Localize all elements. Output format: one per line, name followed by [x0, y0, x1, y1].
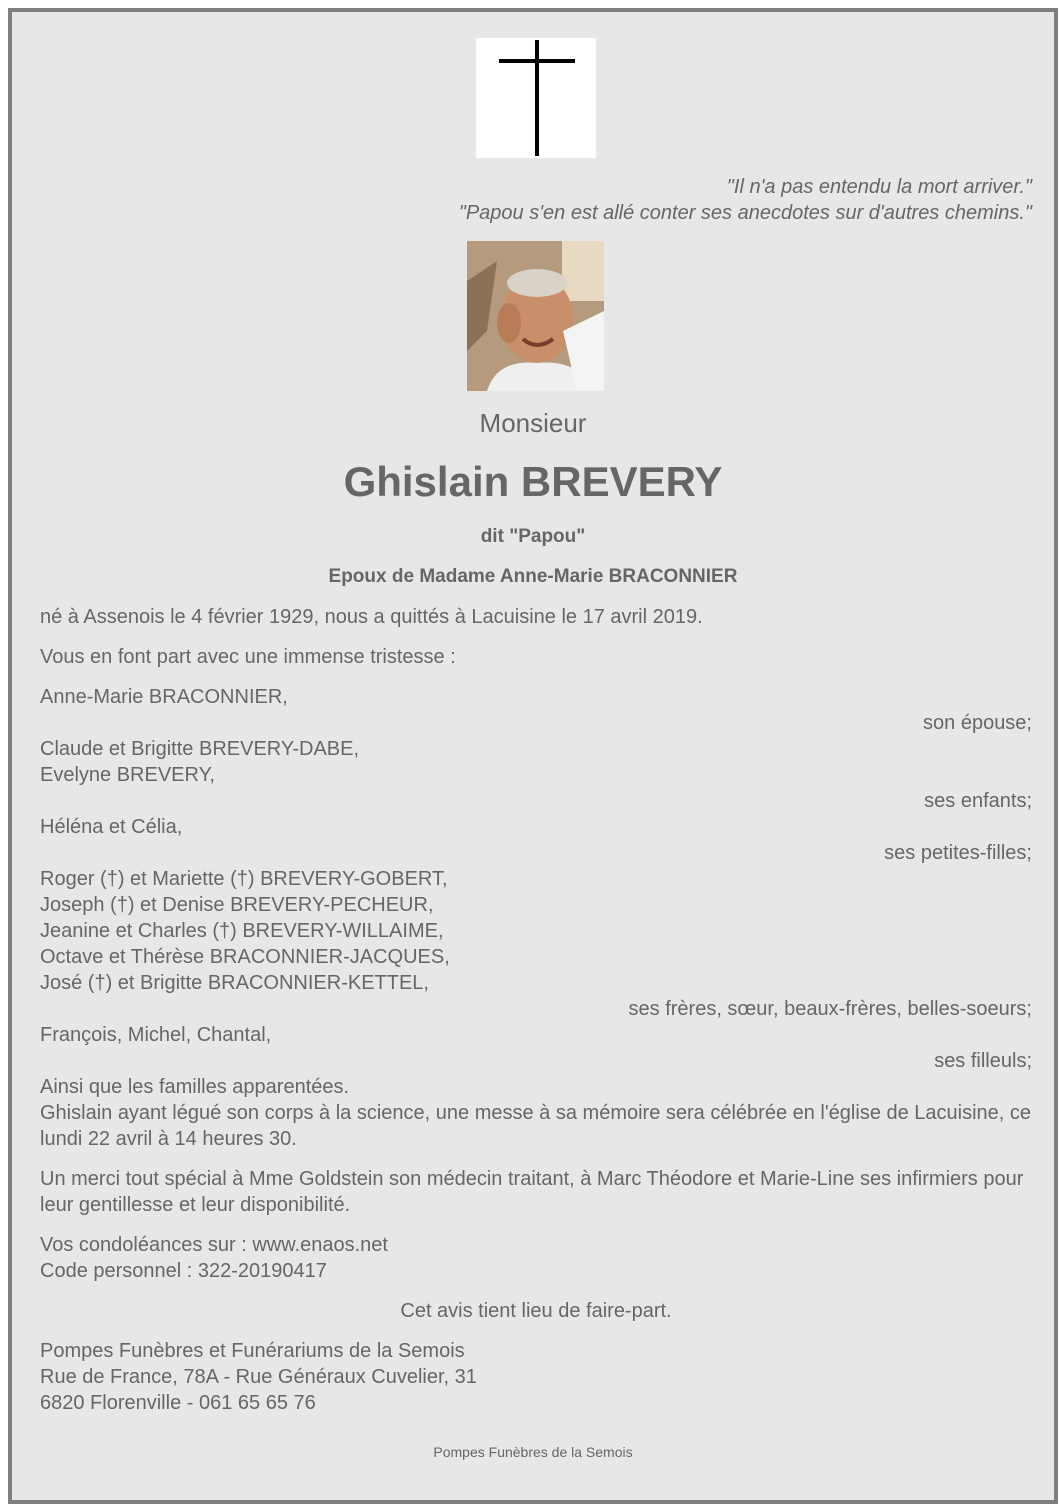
obituary-card [8, 8, 1058, 1504]
birth-line: né à Assenois le 4 février 1929, nous a quittés à Lacuisine le 17 avril 2019. [40, 606, 703, 628]
footer-credit: Pompes Funèbres de la Semois [433, 1444, 633, 1460]
funeral-home-contact: 6820 Florenville - 061 65 65 76 [40, 1392, 316, 1414]
family-name: Octave et Thérèse BRACONNIER-JACQUES, [40, 946, 450, 968]
obituary-body [40, 604, 1032, 1416]
family-name: Claude et Brigitte BREVERY-DABE, [40, 738, 360, 760]
family-relation: ses filleuls; [934, 1050, 1032, 1072]
condolences-line: Vos condoléances sur : www.enaos.net [40, 1234, 388, 1256]
family-relation: ses frères, sœur, beaux-frères, belles-soeurs; [628, 998, 1032, 1020]
family-name: Anne-Marie BRACONNIER, [40, 686, 288, 708]
cross-icon [476, 38, 596, 158]
quotes [459, 174, 1032, 226]
notice-line: Cet avis tient lieu de faire-part. [400, 1300, 672, 1322]
personal-code: Code personnel : 322-20190417 [40, 1260, 327, 1282]
mass-announcement: Ghislain ayant légué son corps à la science, une messe à sa mémoire sera célébrée en l'église de Lacuisine, ce lundi 22 avril à 14 heures 30. [40, 1102, 1032, 1150]
family-name: François, Michel, Chantal, [40, 1024, 272, 1046]
family-name: Roger (†) et Mariette (†) BREVERY-GOBERT, [40, 868, 448, 890]
funeral-home-name: Pompes Funèbres et Funérariums de la Semois [40, 1340, 465, 1362]
deceased-name: Ghislain BREVERY [343, 458, 723, 505]
funeral-home-address: Rue de France, 78A - Rue Généraux Cuvelier, 31 [40, 1366, 477, 1388]
family-name: Héléna et Célia, [40, 816, 183, 838]
quote-line: "Il n'a pas entendu la mort arriver." [726, 176, 1032, 198]
nickname: dit "Papou" [480, 526, 586, 547]
family-name: Jeanine et Charles (†) BREVERY-WILLAIME, [40, 920, 444, 942]
family-name: José (†) et Brigitte BRACONNIER-KETTEL, [40, 972, 429, 994]
families-line: Ainsi que les familles apparentées. [40, 1076, 350, 1098]
honorific: Monsieur [479, 408, 587, 438]
quote-line: "Papou s'en est allé conter ses anecdotes sur d'autres chemins." [458, 202, 1032, 224]
family-relation: son épouse; [923, 712, 1032, 734]
announcement: Vous en font part avec une immense tristesse : [40, 646, 456, 668]
family-name: Evelyne BREVERY, [40, 764, 215, 786]
family-relation: ses petites-filles; [884, 842, 1032, 864]
family-name: Joseph (†) et Denise BREVERY-PECHEUR, [40, 894, 434, 916]
portrait-photo [467, 241, 604, 391]
spouse-line: Epoux de Madame Anne-Marie BRACONNIER [328, 566, 738, 587]
family-relation: ses enfants; [924, 790, 1032, 812]
thanks-paragraph: Un merci tout spécial à Mme Goldstein son médecin traitant, à Marc Théodore et Marie-Line ses infirmiers pour leur gentillesse et leur disponibilité. [40, 1168, 1024, 1216]
